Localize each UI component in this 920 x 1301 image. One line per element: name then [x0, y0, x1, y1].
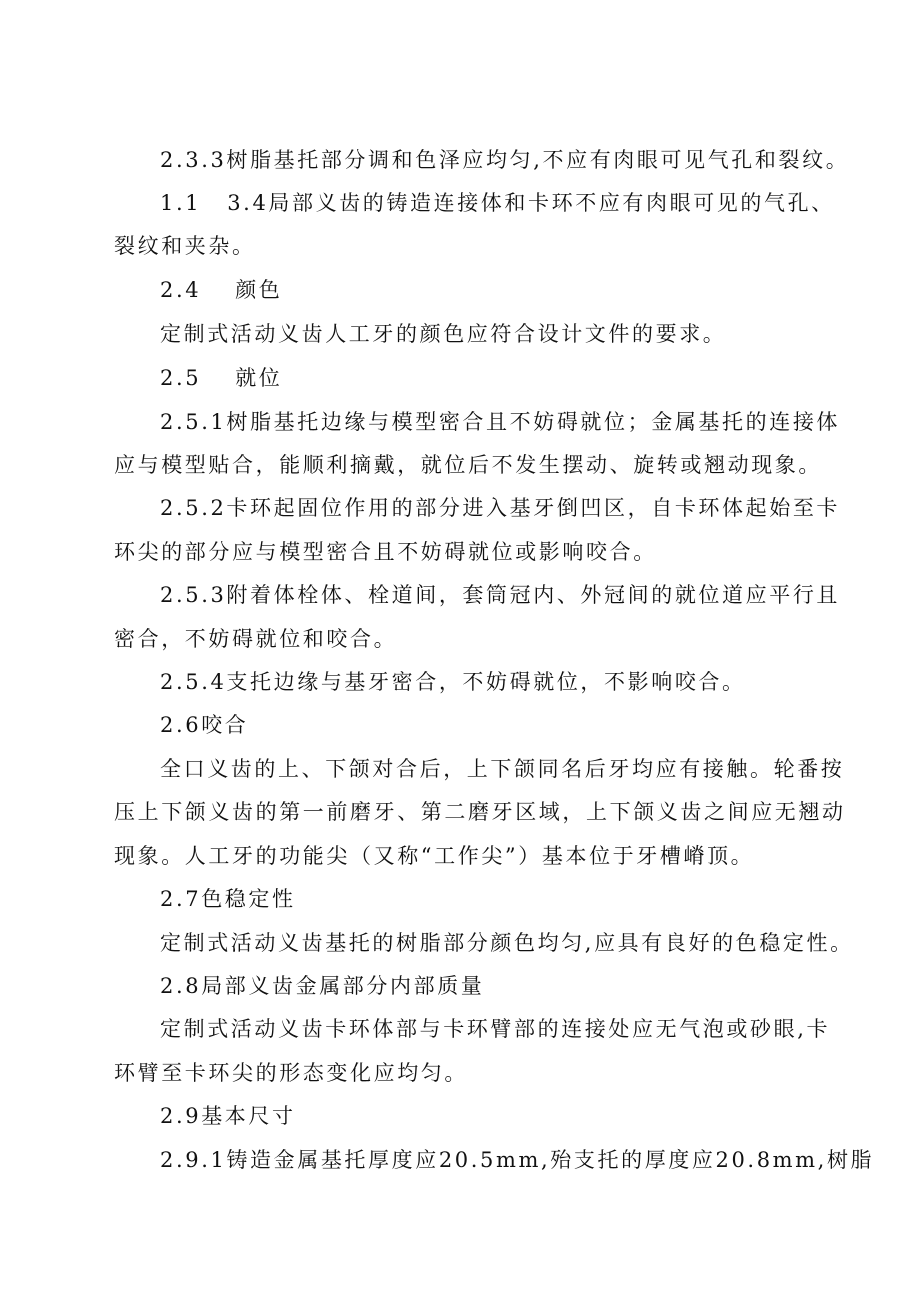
paragraph-color: 定制式活动义齿人工牙的颜色应符合设计文件的要求。	[160, 322, 727, 346]
heading-number: 2.5	[160, 366, 202, 390]
paragraph-2-5-4: 2.5.4支托边缘与基牙密合，不妨碍就位，不影响咬合。	[160, 670, 746, 694]
heading-2-5	[160, 363, 282, 393]
heading-2-4	[160, 275, 282, 305]
paragraph-2-5-1-continued: 应与模型贴合，能顺利摘戴，就位后不发生摆动、旋转或翘动现象。	[114, 453, 822, 477]
paragraph-occlusion-continued: 压上下颌义齿的第一前磨牙、第二磨牙区域，上下颌义齿之间应无翘动	[114, 800, 846, 824]
paragraph-2-5-3: 2.5.3附着体栓体、栓道间，套筒冠内、外冠间的就位道应平行且	[160, 583, 841, 607]
heading-2-6: 2.6咬合	[160, 713, 249, 737]
heading-title: 颜色	[235, 278, 283, 302]
paragraph-occlusion-continued-2: 现象。人工牙的功能尖（又称“工作尖”）基本位于牙槽嵴顶。	[114, 844, 755, 868]
paragraph-2-5-2-continued: 环尖的部分应与模型密合且不妨碍就位或影响咬合。	[114, 540, 657, 564]
item-number: 1.1	[160, 191, 202, 215]
paragraph-2-5-3-continued: 密合，不妨碍就位和咬合。	[114, 627, 398, 651]
heading-2-7: 2.7色稳定性	[160, 887, 296, 911]
heading-number: 2.4	[160, 278, 202, 302]
paragraph-3-4	[160, 188, 835, 218]
paragraph-2-9-1: 2.9.1铸造金属基托厚度应20.5mm,殆支托的厚度应20.8mm,树脂	[160, 1148, 875, 1172]
paragraph-2-3-3: 2.3.3树脂基托部分调和色泽应均匀,不应有肉眼可见气孔和裂纹。	[160, 148, 850, 172]
paragraph-color-stability: 定制式活动义齿基托的树脂部分颜色均匀,应具有良好的色稳定性。	[160, 931, 854, 955]
paragraph-3-4-continued: 裂纹和夹杂。	[114, 234, 256, 258]
heading-2-8: 2.8局部义齿金属部分内部质量	[160, 974, 485, 998]
heading-2-9: 2.9基本尺寸	[160, 1104, 296, 1128]
paragraph-metal-quality-continued: 环臂至卡环尖的形态变化应均匀。	[114, 1061, 468, 1085]
paragraph-metal-quality: 定制式活动义齿卡环体部与卡环臂部的连接处应无气泡或砂眼,卡	[160, 1017, 831, 1041]
paragraph-2-5-1: 2.5.1树脂基托边缘与模型密合且不妨碍就位；金属基托的连接体	[160, 410, 841, 434]
heading-title: 就位	[235, 366, 283, 390]
item-text: 3.4局部义齿的铸造连接体和卡环不应有肉眼可见的气孔、	[227, 191, 835, 215]
paragraph-2-5-2: 2.5.2卡环起固位作用的部分进入基牙倒凹区，自卡环体起始至卡	[160, 496, 841, 520]
paragraph-occlusion: 全口义齿的上、下颌对合后，上下颌同名后牙均应有接触。轮番按	[160, 757, 845, 781]
